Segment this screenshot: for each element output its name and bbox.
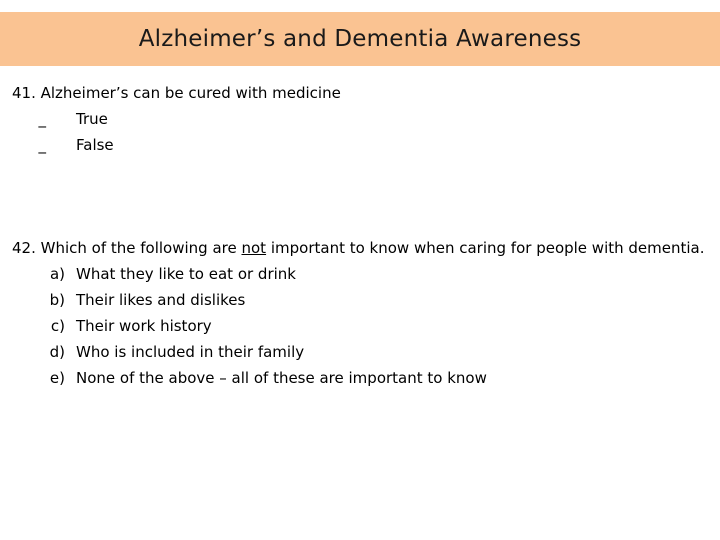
option-letter: c) xyxy=(50,317,65,335)
option-false[interactable] xyxy=(12,132,341,158)
question-41-prompt: 41. Alzheimer’s can be cured with medicine xyxy=(12,84,341,102)
title-banner xyxy=(0,12,720,66)
question-41 xyxy=(12,80,341,158)
prompt-emphasis: not xyxy=(241,239,267,257)
option-label: Their work history xyxy=(76,317,212,335)
option-label: True xyxy=(76,110,108,128)
option-letter: d) xyxy=(49,343,65,361)
option-blank-marker: _ xyxy=(38,136,46,154)
prompt-start: 42. Which of the following are xyxy=(12,239,242,257)
option-label: What they like to eat or drink xyxy=(76,265,296,283)
prompt-end: important to know when caring for people with dementia. xyxy=(266,239,705,257)
option-d[interactable] xyxy=(12,339,705,365)
option-label: False xyxy=(76,136,114,154)
option-letter: b) xyxy=(49,291,65,309)
option-b[interactable] xyxy=(12,287,705,313)
option-letter: a) xyxy=(49,265,65,283)
option-blank-marker: _ xyxy=(38,110,46,128)
option-true[interactable] xyxy=(12,106,341,132)
option-c[interactable] xyxy=(12,313,705,339)
option-label: Who is included in their family xyxy=(76,343,305,361)
option-label: None of the above – all of these are important to know xyxy=(76,369,487,387)
question-42 xyxy=(12,235,705,391)
option-label: Their likes and dislikes xyxy=(76,291,246,309)
option-a[interactable] xyxy=(12,261,705,287)
option-e[interactable] xyxy=(12,365,705,391)
question-42-options xyxy=(12,261,705,391)
question-41-options xyxy=(12,106,341,158)
option-letter: e) xyxy=(49,369,65,387)
page-title: Alzheimer’s and Dementia Awareness xyxy=(138,26,582,52)
question-42-prompt xyxy=(12,235,705,261)
